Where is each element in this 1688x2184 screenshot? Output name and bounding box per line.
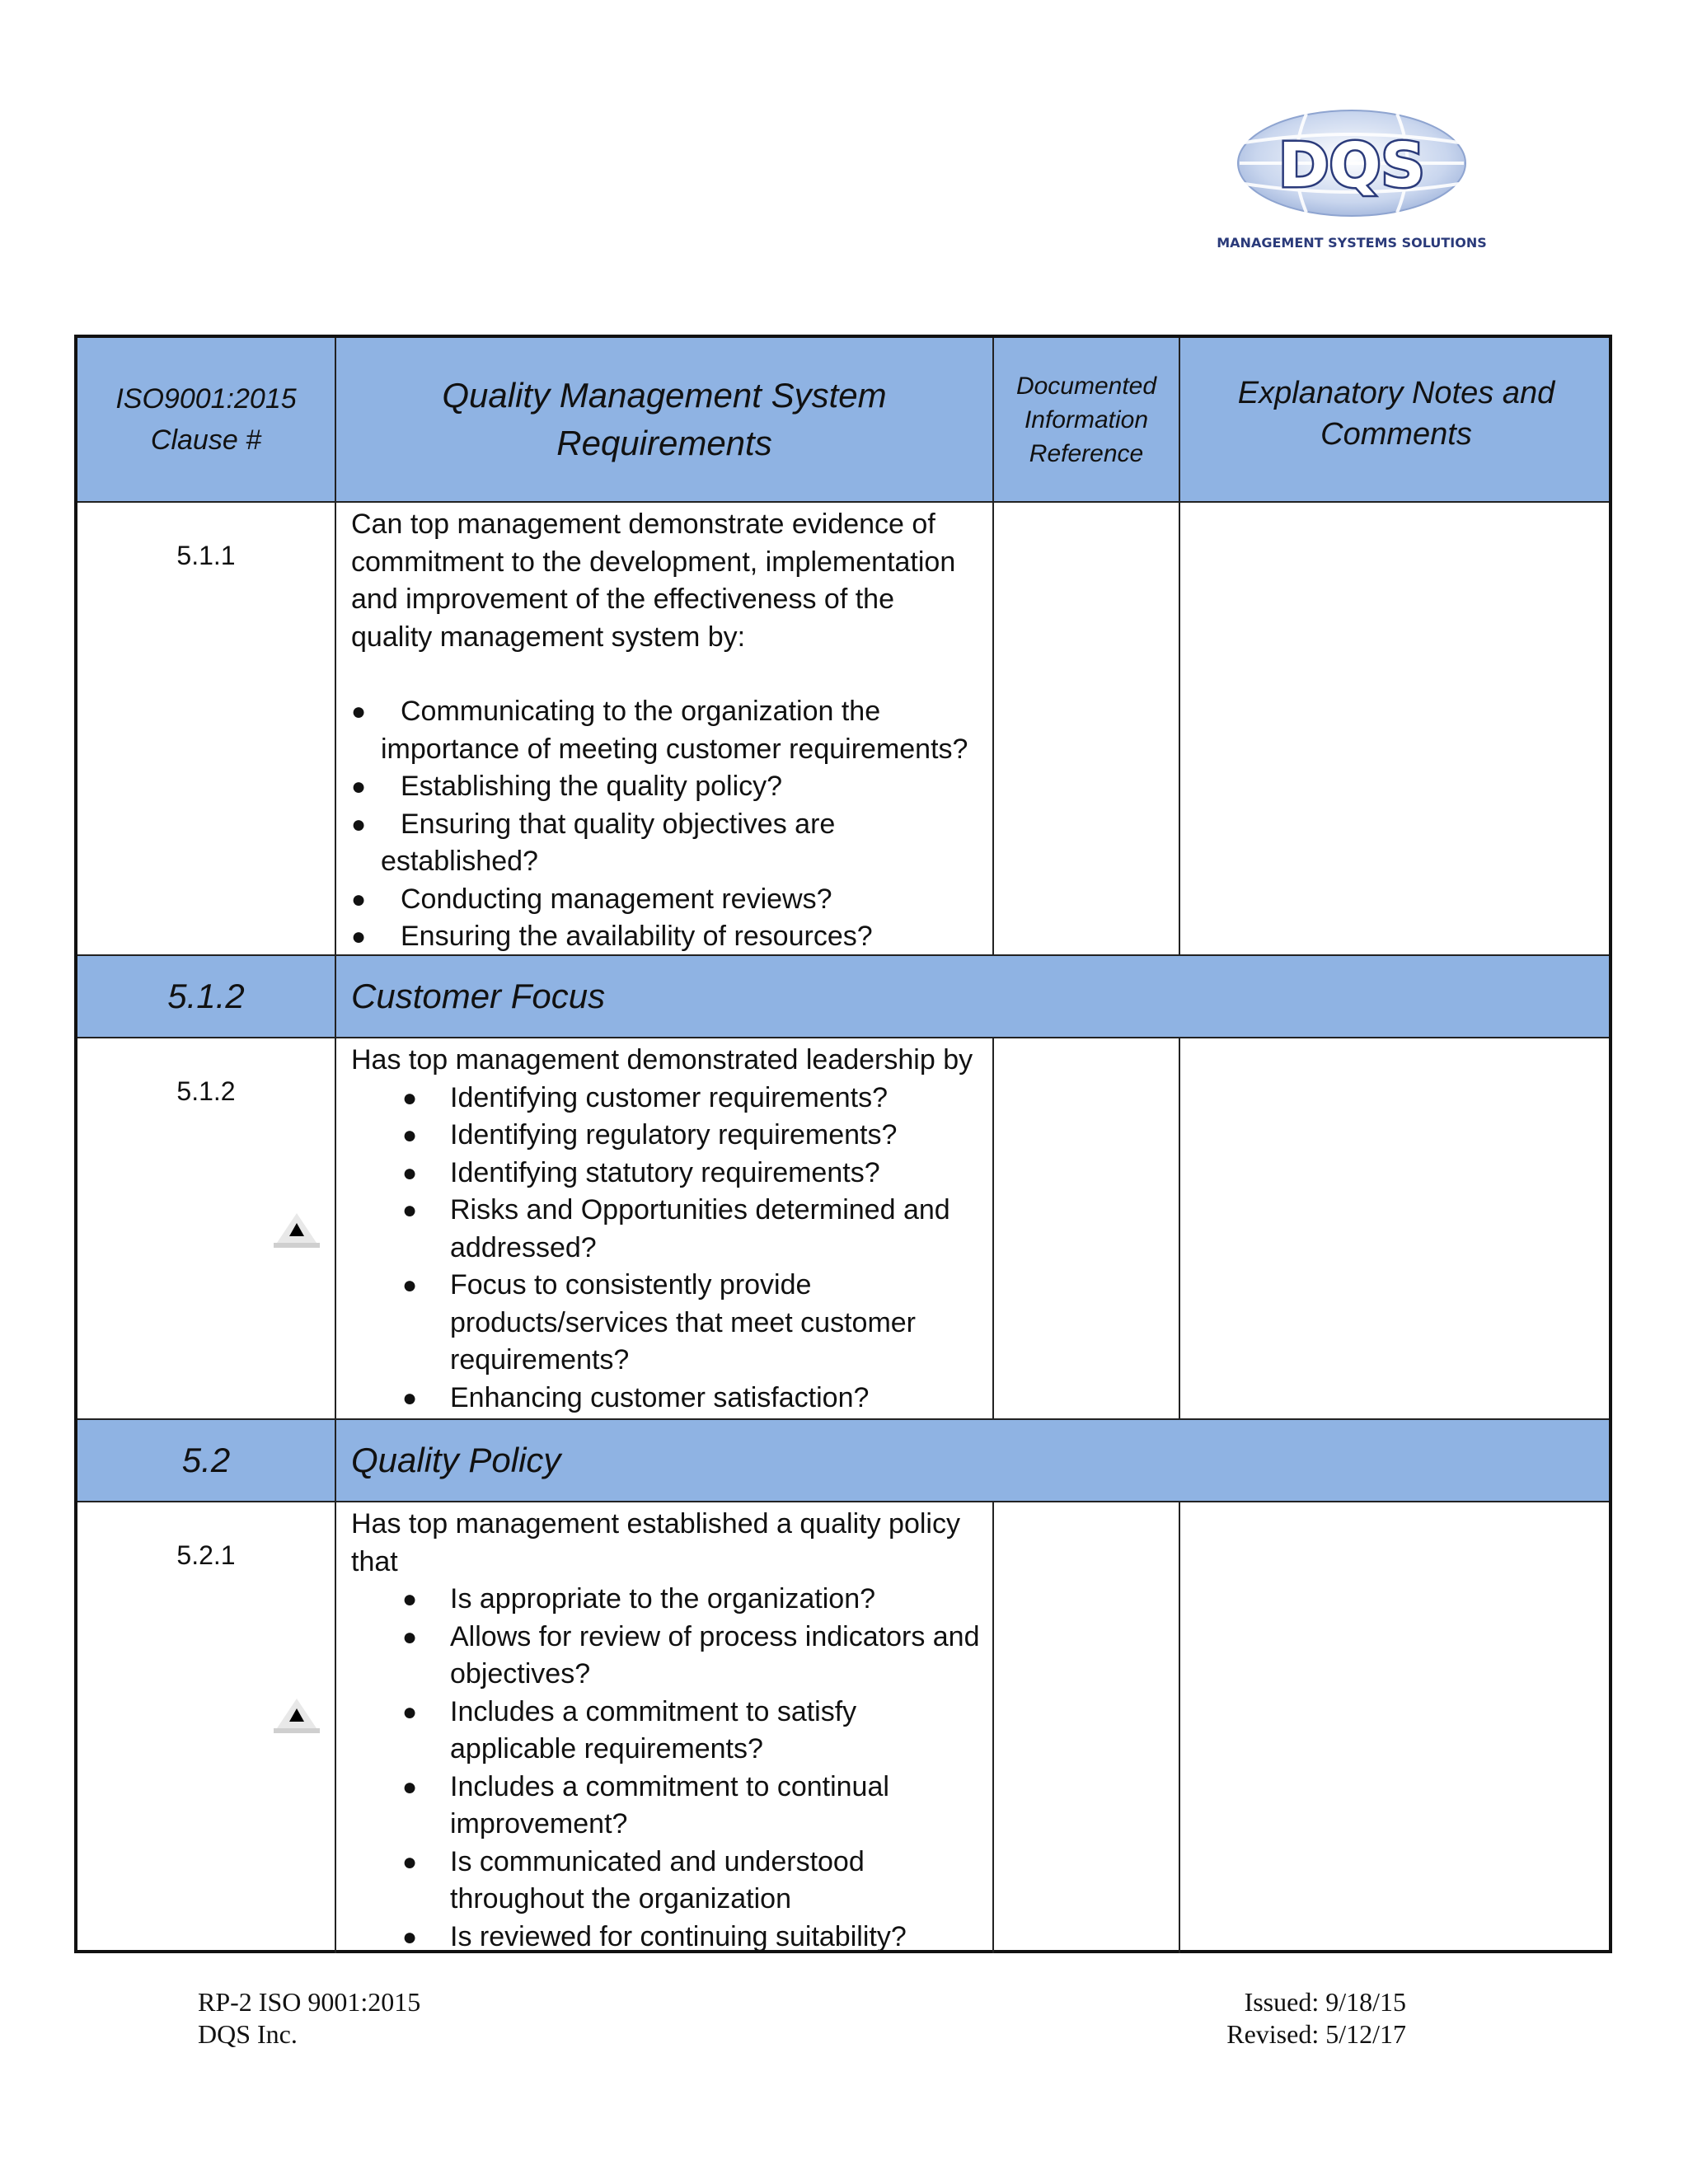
list-item: ● Includes a commitment to satisfy applicable requirements?: [402, 1695, 857, 1765]
explanatory-notes-cell[interactable]: [1180, 1038, 1612, 1418]
explanatory-notes-cell[interactable]: [1180, 1502, 1612, 1953]
list-item: ● Establishing the quality policy?: [351, 771, 783, 802]
explanatory-notes-cell[interactable]: [1180, 503, 1612, 954]
list-item: ● Identifying regulatory requirements?: [402, 1119, 898, 1151]
requirement-text: Can top management demonstrate evidence of commitment to the development, implementation and improvement of the effectiveness of the quality management system by: ● Communicating to the organization the importance of meeting customer requirements? ● Establishing the quality policy? ● Ensuring that quality objectives are established? ● Conducting management reviews? ● Ensuring the availability of resources?: [336, 503, 994, 954]
footer-left: [198, 1986, 420, 2050]
revised-date: Revised: 5/12/17: [1226, 2019, 1406, 2049]
clause-number: 5.1.2: [77, 1038, 336, 1418]
table-row: [77, 1502, 1609, 1953]
section-title: Quality Policy: [351, 1441, 561, 1479]
logo-letters: DQS: [1278, 130, 1425, 201]
logo-caption: MANAGEMENT SYSTEMS SOLUTIONS: [1217, 235, 1487, 251]
clause-number: 5.2.1: [77, 1502, 336, 1953]
section-number: 5.1.2: [77, 956, 336, 1037]
header-requirements: Quality Management System Requirements: [336, 338, 994, 501]
documented-information-cell[interactable]: [994, 1502, 1180, 1953]
section-row-customer-focus: [77, 956, 1609, 1038]
table-row: [77, 503, 1609, 956]
list-item: ● Includes a commitment to continual improvement?: [402, 1770, 889, 1840]
list-item: ● Identifying customer requirements?: [402, 1081, 889, 1113]
comment-marker-icon[interactable]: [274, 1212, 320, 1248]
section-number: 5.2: [77, 1420, 336, 1501]
clause-number: 5.1.1: [77, 503, 336, 954]
list-item: ● Conducting management reviews?: [351, 883, 832, 915]
header-explanatory-notes: Explanatory Notes and Comments: [1237, 376, 1555, 452]
list-item: ● Ensuring that quality objectives are established?: [351, 808, 836, 877]
list-item: ● Identifying statutory requirements?: [402, 1156, 880, 1188]
requirements-table: [74, 335, 1612, 1953]
issued-date: Issued: 9/18/15: [1244, 1987, 1406, 2017]
company-name: DQS Inc.: [198, 2019, 298, 2049]
list-item: ● Allows for review of process indicators and objectives?: [402, 1620, 980, 1690]
section-row-quality-policy: [77, 1420, 1609, 1502]
documented-information-cell[interactable]: [994, 1038, 1180, 1418]
section-title: Customer Focus: [351, 977, 606, 1015]
comment-marker-icon[interactable]: [274, 1697, 320, 1733]
documented-information-cell[interactable]: [994, 503, 1180, 954]
list-item: ● Risks and Opportunities determined and addressed?: [402, 1194, 950, 1263]
table-header-row: [77, 338, 1609, 503]
header-clause: ISO9001:2015 Clause #: [77, 338, 336, 501]
list-item: ● Is appropriate to the organization?: [402, 1583, 876, 1615]
header-documented-information: Documented Information Reference: [994, 338, 1180, 501]
document-code: RP-2 ISO 9001:2015: [198, 1987, 421, 2017]
requirement-text: Has top management established a quality policy that ● Is appropriate to the organization? ● Allows for review of process indicators and objectives? ● Includes a commitment to satisfy applicable requirements? ● Includes a commitment to continual improvement? ● Is communicated and understood throughout the organization ● Is reviewed for continuing suitability?: [336, 1502, 994, 1953]
list-item: ● Focus to consistently provide products/services that meet customer requirements?: [402, 1269, 917, 1376]
table-row: [77, 1038, 1609, 1420]
requirement-text: Has top management demonstrated leadership by ● Identifying customer requirements? ● Identifying regulatory requirements? ● Identifying statutory requirements? ● Risks and Opportunities determined and addressed? ● Focus to consistently provide products/services that meet customer requirements? ● Enhancing customer satisfaction?: [336, 1038, 994, 1418]
dqs-logo: [1228, 105, 1475, 254]
list-item: ● Is reviewed for continuing suitability?: [402, 1920, 907, 1952]
list-item: ● Ensuring the availability of resources?: [351, 921, 873, 952]
list-item: ● Is communicated and understood throughout the organization: [402, 1845, 865, 1915]
list-item: ● Enhancing customer satisfaction?: [402, 1381, 870, 1413]
list-item: ● Communicating to the organization the importance of meeting customer requirements?: [351, 696, 968, 765]
footer-right: [1212, 1986, 1406, 2050]
